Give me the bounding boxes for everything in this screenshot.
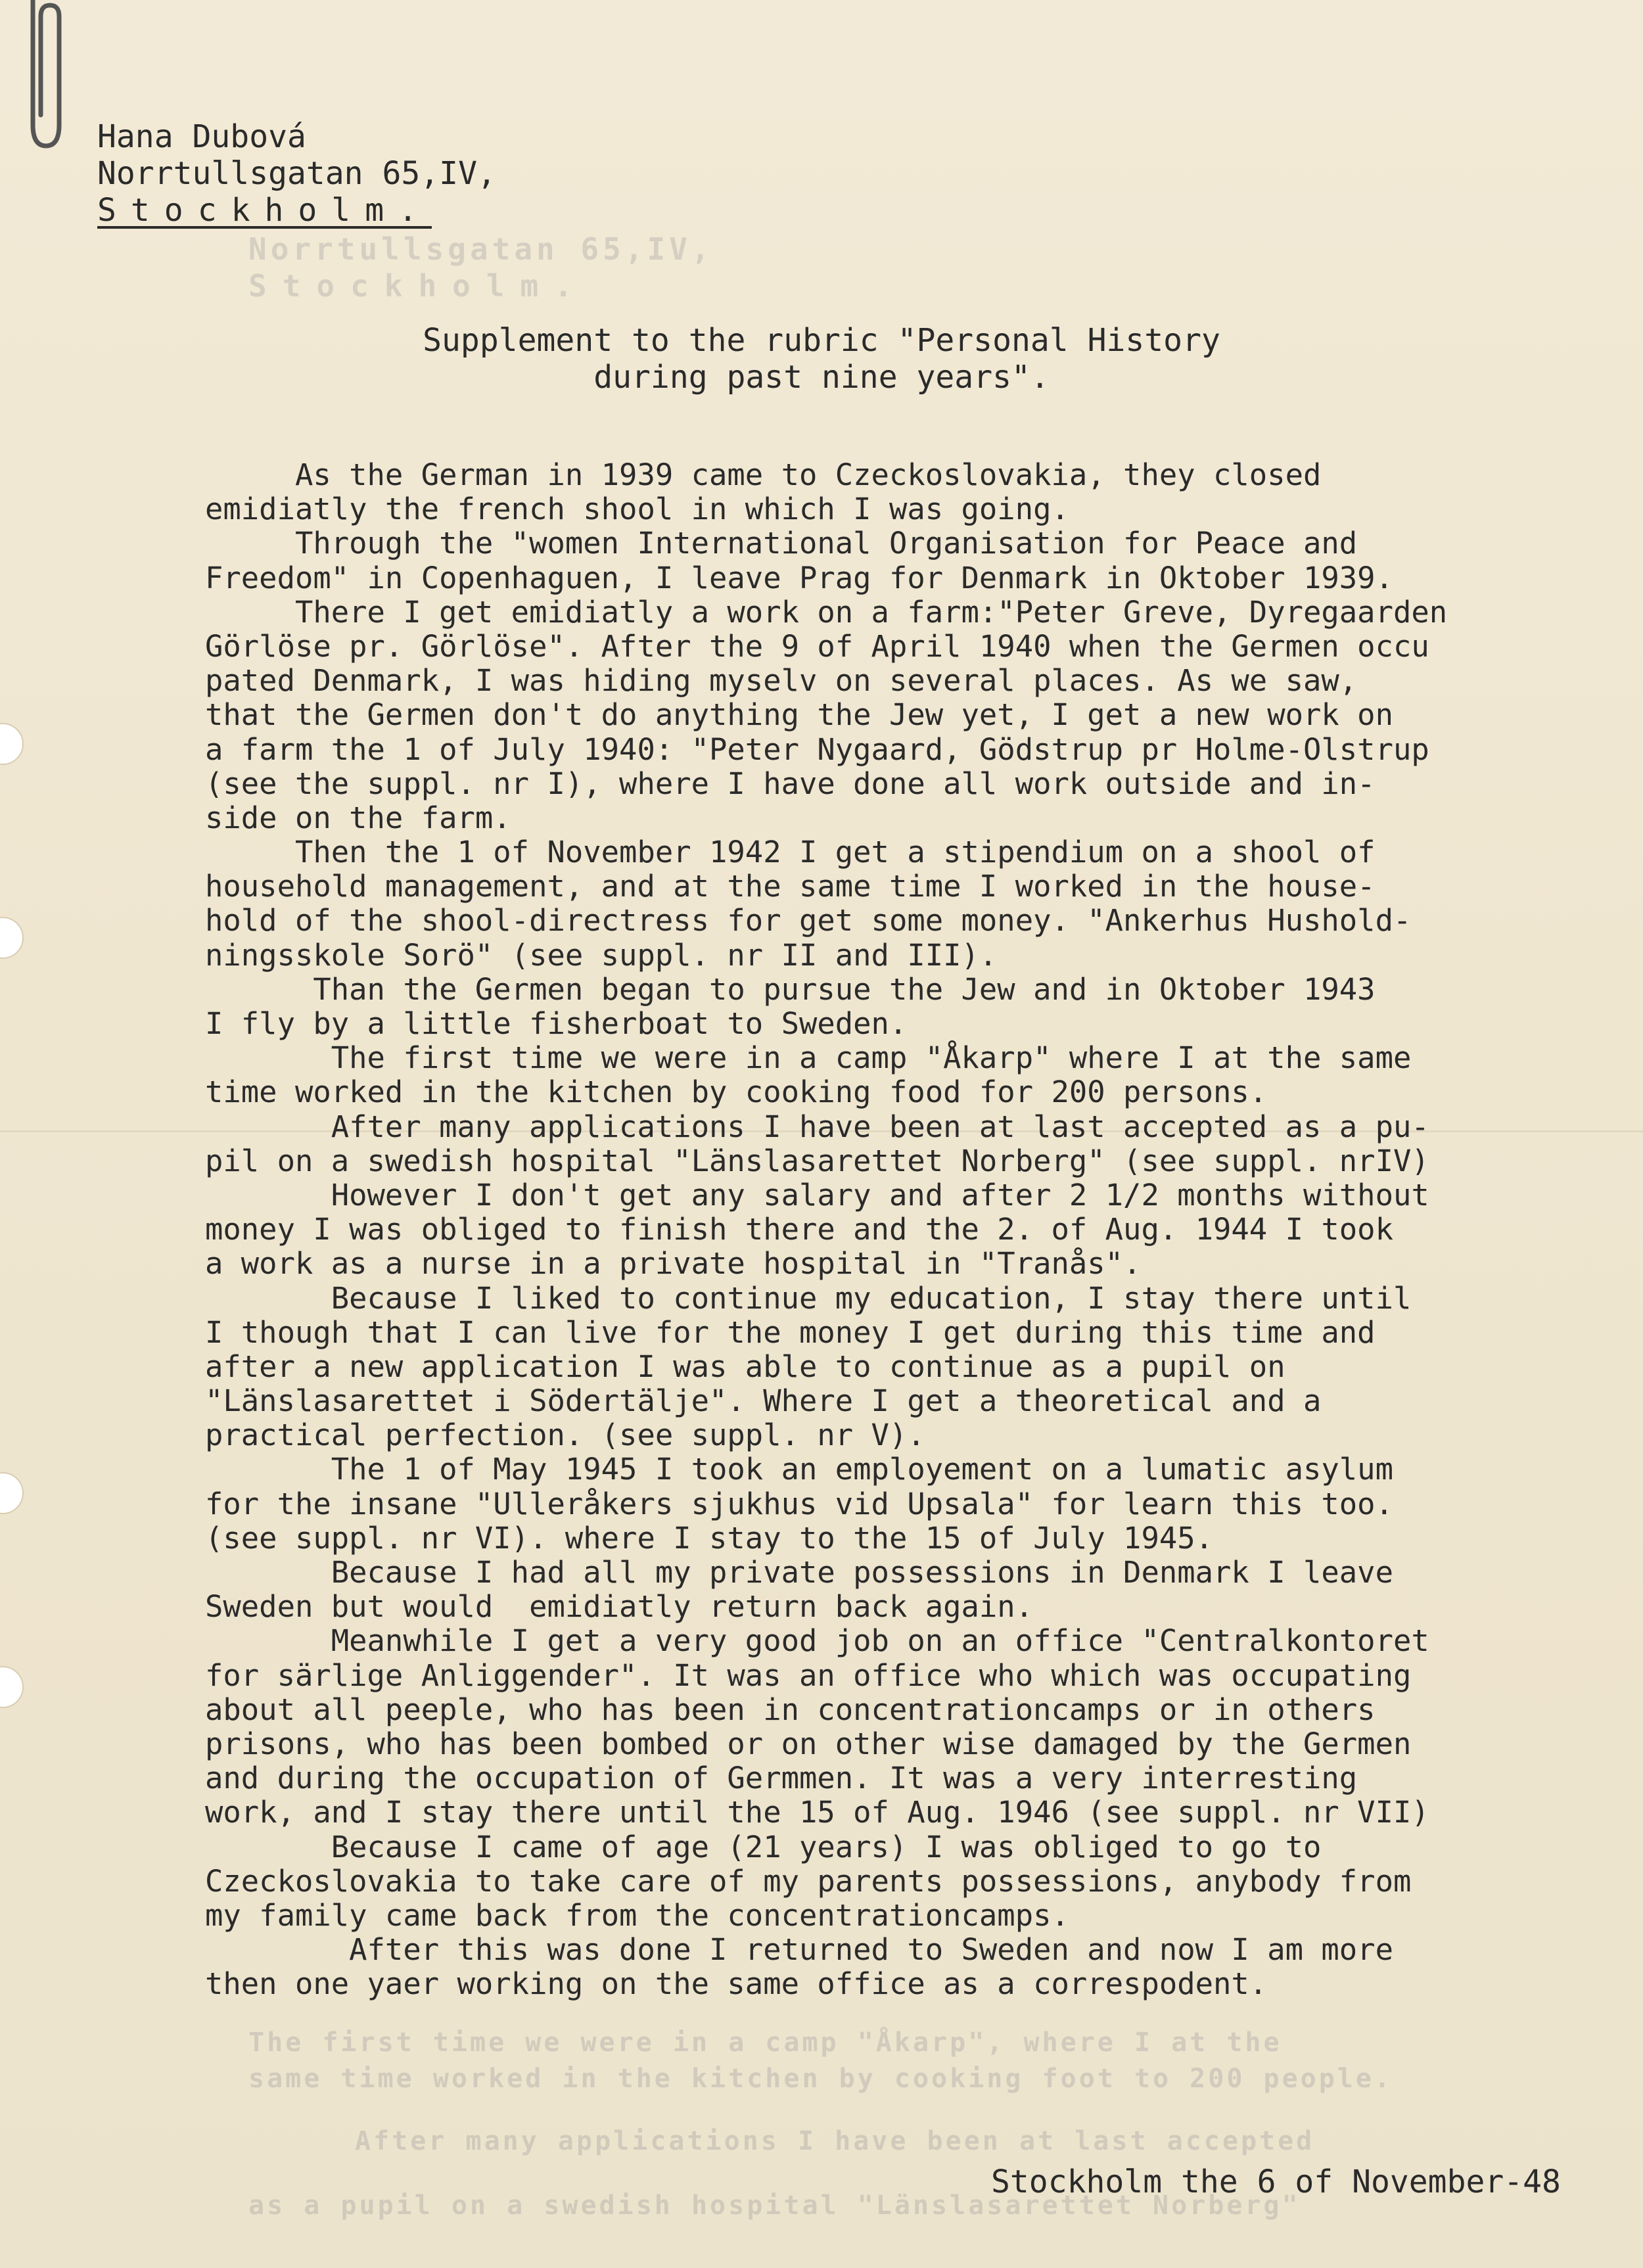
body-line: a work as a nurse in a private hospital in "Tranås". (205, 1246, 1142, 1282)
body-line: that the Germen don't do anything the Jew yet, I get a new work on (205, 697, 1393, 733)
body-line: "Länslasarettet i Södertälje". Where I get a theoretical and a (205, 1383, 1322, 1419)
sender-name: Hana Dubová (97, 118, 306, 155)
body-line: After many applications I have been at last accepted as a pu- (205, 1109, 1429, 1144)
show-through-text: as a pupil on a swedish hospital "Länslasarettet Norberg" (248, 2190, 1301, 2221)
letter-body (205, 458, 1638, 2001)
body-line: hold of the shool-directress for get some money. "Ankerhus Hushold- (205, 903, 1412, 938)
title-line: during past nine years". (593, 359, 1050, 396)
body-line: Then the 1 of November 1942 I get a stipendium on a shool of (205, 835, 1376, 870)
show-through-text: same time worked in the kitchen by cooking foot to 200 people. (248, 2064, 1393, 2094)
show-through-text: After many applications I have been at last accepted (355, 2126, 1315, 2156)
sender-street: Norrtullsgatan 65,IV, (97, 155, 496, 192)
body-line: Czeckoslovakia to take care of my parents possessions, anybody from (205, 1863, 1412, 1899)
sender-address (97, 118, 496, 229)
body-line: (see the suppl. nr I), where I have done all work outside and in- (205, 766, 1376, 801)
body-line: practical perfection. (see suppl. nr V). (205, 1418, 925, 1453)
body-line: Through the "women International Organisation for Peace and (205, 526, 1358, 561)
body-line: However I don't get any salary and after 2 1/2 months without (205, 1177, 1429, 1213)
body-line: Görlöse pr. Görlöse". After the 9 of April 1940 when the Germen occu (205, 628, 1429, 664)
body-line: emidiatly the french shool in which I was going. (205, 492, 1069, 527)
body-line: my family came back from the concentrationcamps. (205, 1897, 1069, 1933)
body-line: money I was obliged to finish there and the 2. of Aug. 1944 I took (205, 1212, 1393, 1247)
punch-hole (0, 1472, 24, 1514)
signature-date-line: Stockholm the 6 of November-48 (991, 2164, 1561, 2200)
body-line: time worked in the kitchen by cooking food for 200 persons. (205, 1075, 1268, 1110)
body-line: Sweden but would emidiatly return back again. (205, 1589, 1034, 1625)
body-line: pil on a swedish hospital "Länslasarettet Norberg" (see suppl. nrIV) (205, 1143, 1429, 1178)
body-line: and during the occupation of Germmen. It was a very interresting (205, 1761, 1358, 1796)
body-line: Because I came of age (21 years) I was obliged to go to (205, 1829, 1322, 1864)
body-line: after a new application I was able to continue as a pupil on (205, 1349, 1285, 1384)
paperclip-icon (18, 0, 64, 151)
body-line: then one yaer working on the same office as a correspodent. (205, 1966, 1268, 2002)
body-line: The 1 of May 1945 I took an employement on a lumatic asylum (205, 1452, 1393, 1487)
punch-hole (0, 723, 24, 765)
body-line: I though that I can live for the money I get during this time and (205, 1314, 1376, 1350)
body-line: As the German in 1939 came to Czeckoslovakia, they closed (205, 457, 1322, 492)
punch-hole (0, 1666, 24, 1708)
body-line: prisons, who has been bombed or on other wise damaged by the Germen (205, 1726, 1412, 1761)
body-line: pated Denmark, I was hiding myselv on several places. As we saw, (205, 663, 1358, 699)
body-line: There I get emidiatly a work on a farm:"Peter Greve, Dyregaarden (205, 594, 1448, 630)
body-line: work, and I stay there until the 15 of Aug. 1946 (see suppl. nr VII) (205, 1795, 1429, 1830)
body-line: After this was done I returned to Sweden and now I am more (205, 1932, 1393, 1968)
show-through-text: Norrtullsgatan 65,IV, (248, 231, 714, 267)
body-line: Than the Germen began to pursue the Jew and in Oktober 1943 (205, 971, 1376, 1007)
body-line: The first time we were in a camp "Åkarp" where I at the same (205, 1040, 1412, 1076)
body-line: for the insane "Ulleråkers sjukhus vid Upsala" for learn this too. (205, 1486, 1393, 1521)
document-title (0, 322, 1643, 396)
show-through-text: Stockholm. (248, 268, 588, 304)
punch-hole (0, 917, 24, 959)
body-line: for särlige Anliggender". It was an office who which was occupating (205, 1657, 1412, 1693)
body-line: about all peeple, who has been in concentrationcamps or in others (205, 1692, 1376, 1727)
body-line: I fly by a little fisherboat to Sweden. (205, 1006, 908, 1041)
show-through-text: The first time we were in a camp "Åkarp", where I at the (248, 2027, 1282, 2058)
body-line: side on the farm. (205, 800, 511, 835)
body-line: household management, and at the same time I worked in the house- (205, 869, 1376, 904)
body-line: a farm the 1 of July 1940: "Peter Nygaard, Gödstrup pr Holme-Olstrup (205, 731, 1429, 767)
body-line: Because I liked to continue my education, I stay there until (205, 1280, 1412, 1316)
body-line: Freedom" in Copenhaguen, I leave Prag for Denmark in Oktober 1939. (205, 560, 1393, 595)
sender-city: Stockholm. (97, 192, 432, 229)
body-line: (see suppl. nr VI). where I stay to the 15 of July 1945. (205, 1520, 1214, 1556)
title-line: Supplement to the rubric "Personal History (423, 322, 1220, 359)
body-line: Meanwhile I get a very good job on an office "Centralkontoret (205, 1623, 1429, 1659)
body-line: ningsskole Sorö" (see suppl. nr II and III). (205, 937, 998, 973)
body-line: Because I had all my private possessions in Denmark I leave (205, 1555, 1393, 1590)
